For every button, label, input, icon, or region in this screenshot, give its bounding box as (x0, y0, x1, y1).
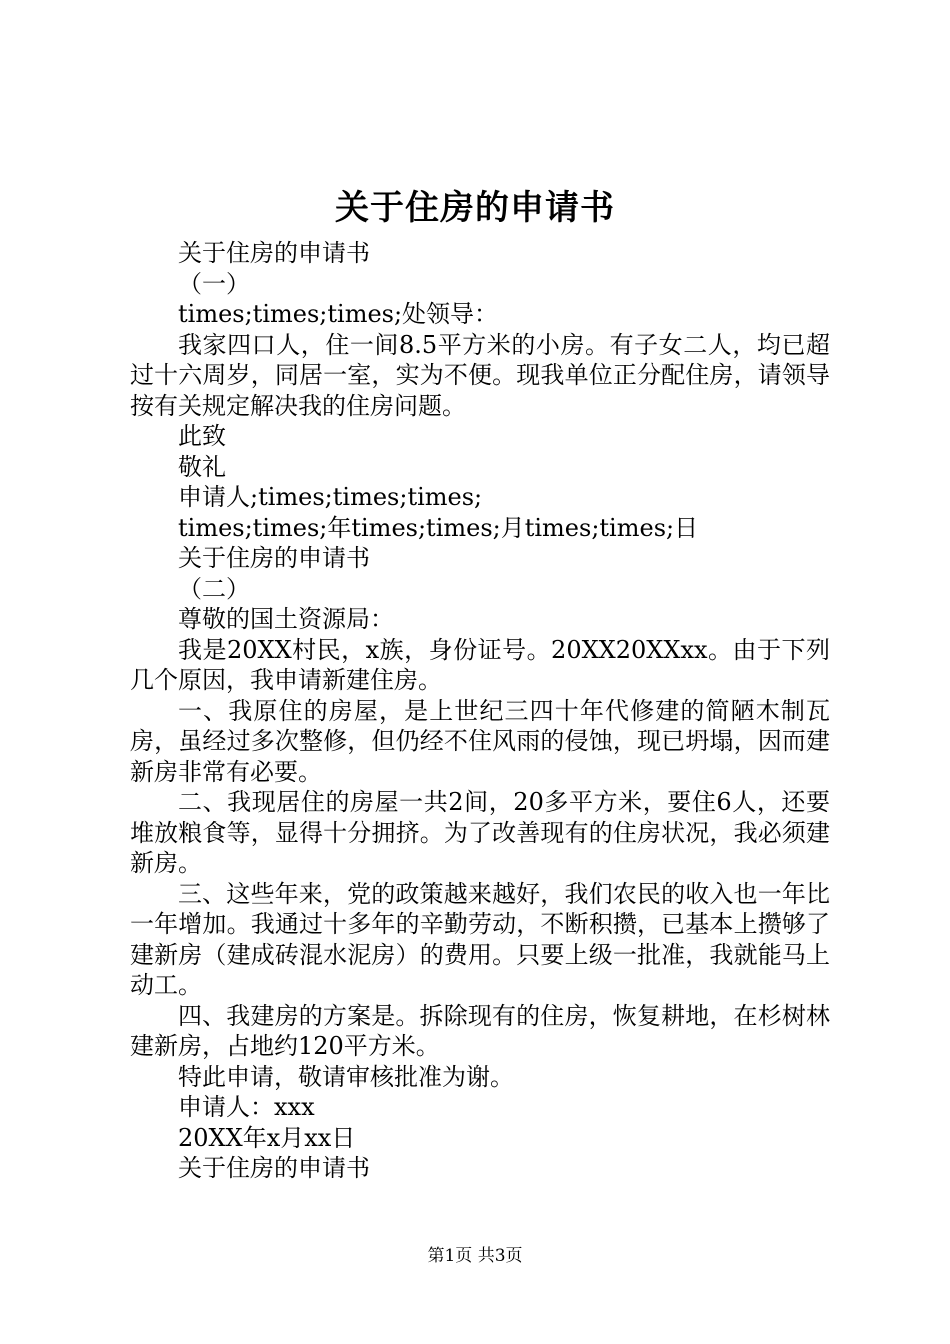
paragraph: （二） (178, 574, 250, 603)
paragraph: 敬礼 (178, 452, 226, 481)
paragraph: （一） (178, 269, 250, 298)
document-body (130, 238, 830, 1184)
paragraph: 申请人;times;times;times; (178, 483, 483, 511)
paragraph: 关于住房的申请书 (178, 1154, 370, 1182)
document-title: 关于住房的申请书 (335, 188, 615, 228)
page-indicator: 第1页 共3页 (427, 1246, 523, 1266)
paragraph: 此致 (178, 422, 226, 450)
paragraph: 一、我原住的房屋，是上世纪三四十年代修建的简陋木制瓦房，虽经过多次整修，但仍经不住风雨的侵蚀，现已坍塌，因而建新房非常有必要。 (130, 696, 830, 786)
paragraph: 我是20XX村民，x族，身份证号。20XX20XXxx。由于下列几个原因，我申请新建住房。 (130, 635, 830, 694)
paragraph: 关于住房的申请书 (178, 544, 370, 572)
paragraph: times;times;times;处领导： (178, 300, 499, 328)
paragraph: 四、我建房的方案是。拆除现有的住房，恢复耕地，在杉树林建新房，占地约120平方米。 (130, 1001, 830, 1060)
paragraph: 20XX年x月xx日 (178, 1123, 356, 1152)
paragraph: 尊敬的国土资源局： (178, 605, 394, 633)
paragraph: 关于住房的申请书 (178, 239, 370, 267)
paragraph: 特此申请，敬请审核批准为谢。 (178, 1062, 514, 1091)
paragraph: 三、这些年来，党的政策越来越好，我们农民的收入也一年比一年增加。我通过十多年的辛勤劳动，不断积攒，已基本上攒够了建新房（建成砖混水泥房）的费用。只要上级一批准，我就能马上动工。 (130, 879, 830, 999)
paragraph: 申请人：xxx (178, 1093, 315, 1121)
paragraph: 二、我现居住的房屋一共2间，20多平方米，要住6人，还要堆放粮食等，显得十分拥挤。为了改善现有的住房状况，我必须建新房。 (130, 788, 830, 877)
paragraph: times;times;年times;times;月times;times;日 (178, 513, 699, 542)
paragraph: 我家四口人，住一间8.5平方米的小房。有子女二人，均已超过十六周岁，同居一室，实为不便。现我单位正分配住房，请领导按有关规定解决我的住房问题。 (130, 330, 830, 420)
